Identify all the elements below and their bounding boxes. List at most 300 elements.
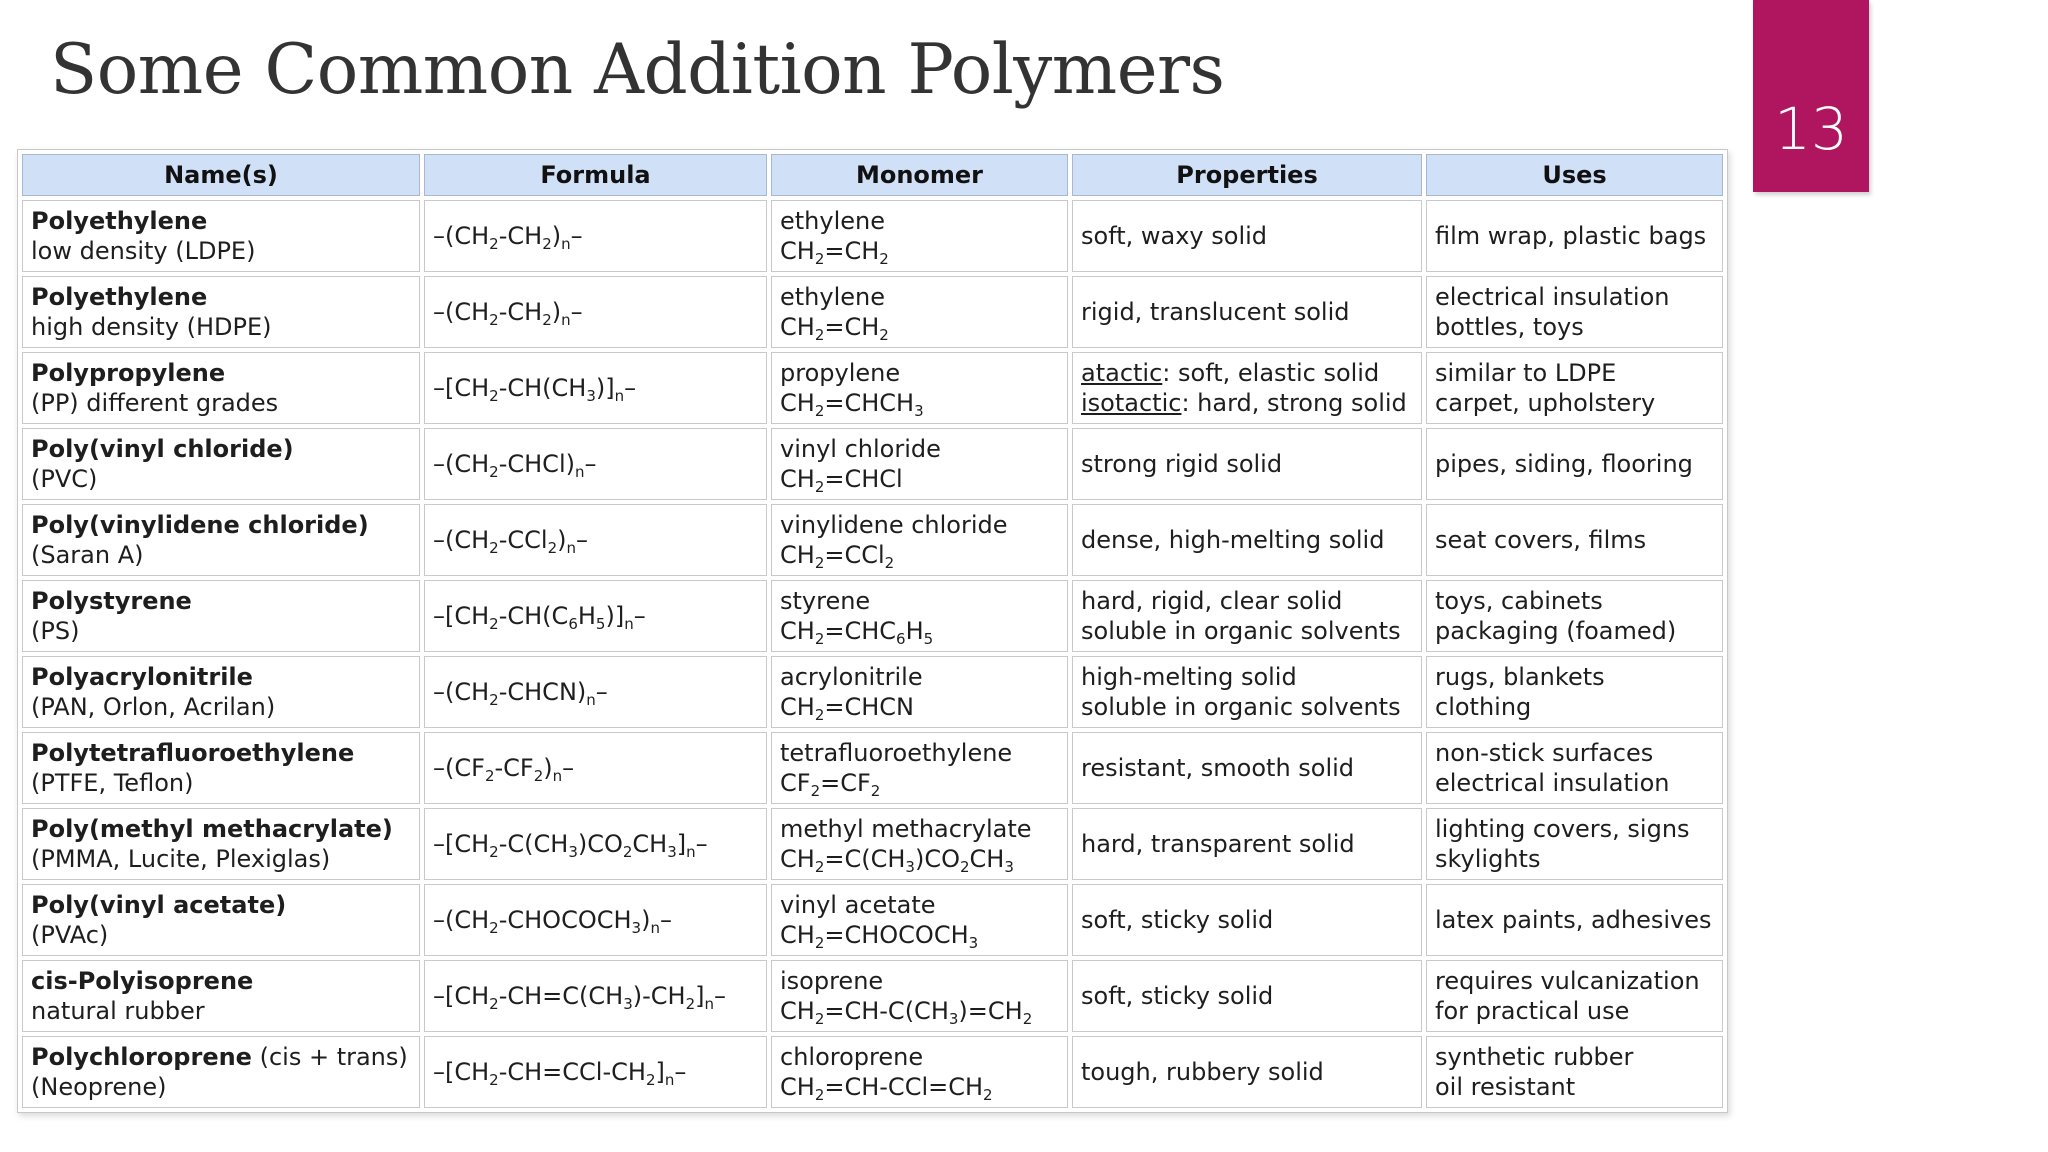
subscript: 2 — [685, 995, 696, 1013]
text-segment: – — [624, 374, 637, 402]
cell-line — [433, 373, 758, 403]
cell-line — [31, 206, 411, 236]
cell-line — [780, 996, 1059, 1026]
subscript: n — [574, 463, 585, 481]
text-segment: – — [570, 298, 583, 326]
cell-line — [433, 525, 758, 555]
cell-line — [780, 890, 1059, 920]
text-segment: carpet, upholstery — [1435, 389, 1656, 417]
text-segment: Polypropylene — [31, 359, 226, 387]
cell-name — [22, 656, 420, 728]
text-segment: –[CH — [433, 1058, 490, 1086]
text-segment: -CH(CH — [498, 374, 587, 402]
text-segment: –[CH — [433, 982, 490, 1010]
cell-line — [780, 358, 1059, 388]
subscript: n — [664, 1071, 675, 1089]
text-segment: vinylidene chloride — [780, 511, 1008, 539]
text-segment: (PVC) — [31, 465, 98, 493]
text-segment: tetrafluoroethylene — [780, 739, 1013, 767]
cell-line — [780, 814, 1059, 844]
subscript: 2 — [547, 539, 558, 557]
subscript: 2 — [489, 919, 499, 937]
subscript: 3 — [905, 858, 915, 876]
subscript: 2 — [814, 326, 825, 344]
text-segment: styrene — [780, 587, 871, 615]
table-row — [22, 808, 1723, 880]
cell-line — [1435, 966, 1714, 996]
cell-line — [1081, 297, 1413, 327]
cell-name — [22, 808, 420, 880]
cell-uses — [1426, 884, 1723, 956]
cell-line — [1435, 905, 1714, 935]
cell-line — [780, 464, 1059, 494]
cell-monomer — [771, 808, 1068, 880]
text-segment: =CHOCOCH — [824, 921, 969, 949]
text-segment: – — [659, 906, 672, 934]
subscript: 3 — [568, 843, 578, 861]
table-header-row — [22, 154, 1723, 196]
subscript: n — [586, 691, 596, 709]
cell-line — [31, 434, 411, 464]
subscript: n — [566, 539, 576, 557]
cell-line — [1081, 981, 1413, 1011]
text-segment: seat covers, films — [1435, 526, 1647, 554]
text-segment: –(CF — [433, 754, 485, 782]
text-segment: lighting covers, signs — [1435, 815, 1690, 843]
subscript: 2 — [879, 326, 889, 344]
text-segment: ) — [551, 298, 562, 326]
text-segment: -CH=C(CH — [498, 982, 624, 1010]
text-segment: CH — [780, 617, 815, 645]
text-segment: skylights — [1435, 845, 1541, 873]
text-segment: )CO — [577, 830, 623, 858]
cell-line — [31, 358, 411, 388]
subscript: 2 — [489, 463, 499, 481]
text-segment: Poly(vinyl acetate) — [31, 891, 287, 919]
cell-line — [780, 692, 1059, 722]
cell-line — [1081, 586, 1413, 616]
text-segment: – — [714, 982, 727, 1010]
text-segment: soft, waxy solid — [1081, 222, 1268, 250]
cell-line — [31, 616, 411, 646]
cell-monomer — [771, 428, 1068, 500]
text-segment: acrylonitrile — [780, 663, 923, 691]
text-segment: =CH — [824, 313, 880, 341]
text-segment: high density (HDPE) — [31, 313, 272, 341]
polymers-table-container — [17, 149, 1728, 1113]
subscript: 6 — [568, 615, 578, 633]
cell-uses — [1426, 732, 1723, 804]
text-segment: – — [674, 1058, 687, 1086]
subscript: 2 — [489, 1071, 499, 1089]
subscript: 2 — [489, 235, 499, 253]
cell-line — [780, 540, 1059, 570]
cell-line — [780, 1042, 1059, 1072]
cell-formula — [424, 276, 767, 348]
text-segment: -CH(C — [498, 602, 569, 630]
cell-properties — [1072, 276, 1422, 348]
cell-properties — [1072, 1036, 1422, 1108]
text-segment: ] — [695, 982, 705, 1010]
cell-properties — [1072, 428, 1422, 500]
text-segment: ethylene — [780, 283, 885, 311]
subscript: 2 — [814, 858, 825, 876]
text-segment: CH — [780, 921, 815, 949]
subscript: 2 — [622, 843, 633, 861]
column-header-properties: Properties — [1072, 154, 1422, 196]
cell-line — [1435, 814, 1714, 844]
text-segment: Poly(methyl methacrylate) — [31, 815, 393, 843]
table-row — [22, 1036, 1723, 1108]
subscript: 3 — [1004, 858, 1014, 876]
text-segment: rigid, translucent solid — [1081, 298, 1350, 326]
subscript: 2 — [814, 1010, 825, 1028]
cell-name — [22, 352, 420, 424]
table-row — [22, 960, 1723, 1032]
subscript: 2 — [879, 250, 889, 268]
text-segment: CF — [780, 769, 811, 797]
page-number: 13 — [1774, 95, 1848, 163]
text-segment: )=CH — [958, 997, 1023, 1025]
subscript: 2 — [489, 615, 499, 633]
text-segment: ] — [655, 1058, 665, 1086]
text-segment: – — [695, 830, 708, 858]
cell-line — [31, 890, 411, 920]
cell-line — [1081, 1057, 1413, 1087]
cell-line — [780, 1072, 1059, 1102]
text-segment: film wrap, plastic bags — [1435, 222, 1707, 250]
column-header-names: Name(s) — [22, 154, 420, 196]
cell-properties — [1072, 504, 1422, 576]
subscript: 3 — [667, 843, 677, 861]
subscript: 2 — [1022, 1010, 1033, 1028]
text-segment: =CF — [820, 769, 871, 797]
text-segment: =CHCN — [824, 693, 914, 721]
subscript: n — [614, 387, 625, 405]
subscript: 3 — [623, 995, 633, 1013]
cell-line — [1081, 388, 1413, 418]
cell-properties — [1072, 656, 1422, 728]
cell-line — [780, 236, 1059, 266]
cell-line — [1081, 449, 1413, 479]
cell-line — [780, 616, 1059, 646]
subscript: 2 — [814, 934, 825, 952]
cell-formula — [424, 960, 767, 1032]
text-segment: (PMMA, Lucite, Plexiglas) — [31, 845, 331, 873]
text-segment: rugs, blankets — [1435, 663, 1605, 691]
table-row — [22, 732, 1723, 804]
cell-name — [22, 428, 420, 500]
text-segment: -CH=CCl-CH — [498, 1058, 646, 1086]
cell-formula — [424, 808, 767, 880]
cell-monomer — [771, 504, 1068, 576]
text-segment: vinyl acetate — [780, 891, 936, 919]
text-segment: soft, sticky solid — [1081, 982, 1274, 1010]
column-header-monomer: Monomer — [771, 154, 1068, 196]
cell-uses — [1426, 1036, 1723, 1108]
text-segment: (Neoprene) — [31, 1073, 167, 1101]
subscript: n — [561, 235, 571, 253]
text-segment: latex paints, adhesives — [1435, 906, 1712, 934]
cell-formula — [424, 352, 767, 424]
cell-line — [780, 920, 1059, 950]
text-segment: Polyacrylonitrile — [31, 663, 253, 691]
cell-line — [780, 586, 1059, 616]
cell-line — [31, 312, 411, 342]
text-segment: Polyethylene — [31, 207, 208, 235]
cell-formula — [424, 428, 767, 500]
subscript: 2 — [489, 539, 499, 557]
cell-line — [780, 206, 1059, 236]
text-segment: chloroprene — [780, 1043, 924, 1071]
cell-line — [780, 388, 1059, 418]
cell-monomer — [771, 732, 1068, 804]
subscript: 3 — [631, 919, 642, 937]
cell-line — [1435, 844, 1714, 874]
subscript: 2 — [870, 782, 881, 800]
text-segment: low density (LDPE) — [31, 237, 256, 265]
cell-line — [31, 388, 411, 418]
text-segment: hard, rigid, clear solid — [1081, 587, 1343, 615]
table-row — [22, 276, 1723, 348]
text-segment: CH — [780, 541, 815, 569]
cell-line — [31, 586, 411, 616]
cell-line — [31, 920, 411, 950]
text-segment: )-CH — [632, 982, 686, 1010]
subscript: 2 — [884, 554, 895, 572]
cell-line — [780, 844, 1059, 874]
table-row — [22, 352, 1723, 424]
text-segment: –(CH — [433, 298, 490, 326]
text-segment: –[CH — [433, 830, 490, 858]
cell-line — [433, 981, 758, 1011]
table-row — [22, 428, 1723, 500]
text-segment: electrical insulation — [1435, 769, 1670, 797]
text-segment: – — [633, 602, 646, 630]
cell-line — [31, 738, 411, 768]
cell-line — [1081, 829, 1413, 859]
cell-line — [1081, 662, 1413, 692]
cell-line — [31, 1042, 411, 1072]
cell-line — [1081, 525, 1413, 555]
cell-properties — [1072, 808, 1422, 880]
cell-line — [1435, 738, 1714, 768]
cell-line — [1435, 1072, 1714, 1102]
cell-name — [22, 200, 420, 272]
text-segment: soluble in organic solvents — [1081, 693, 1401, 721]
text-segment: ) — [551, 222, 562, 250]
text-segment: (PTFE, Teflon) — [31, 769, 194, 797]
text-segment: bottles, toys — [1435, 313, 1584, 341]
cell-line — [780, 966, 1059, 996]
text-segment: ethylene — [780, 207, 885, 235]
text-segment: non-stick surfaces — [1435, 739, 1654, 767]
text-segment: )] — [595, 374, 615, 402]
text-segment: =CHC — [824, 617, 897, 645]
cell-line — [433, 1057, 758, 1087]
text-segment: =CH — [824, 237, 880, 265]
text-segment: – — [562, 754, 575, 782]
cell-line — [31, 540, 411, 570]
cell-line — [1081, 358, 1413, 388]
cell-line — [31, 662, 411, 692]
text-segment: CH — [780, 237, 815, 265]
text-segment: ] — [676, 830, 687, 858]
cell-formula — [424, 656, 767, 728]
text-segment: CH — [780, 465, 815, 493]
cell-line — [31, 282, 411, 312]
table-row — [22, 580, 1723, 652]
cell-line — [433, 221, 758, 251]
text-segment: packaging (foamed) — [1435, 617, 1677, 645]
cell-line — [1435, 692, 1714, 722]
cell-monomer — [771, 276, 1068, 348]
cell-uses — [1426, 960, 1723, 1032]
cell-name — [22, 276, 420, 348]
text-segment: resistant, smooth solid — [1081, 754, 1355, 782]
text-segment: soluble in organic solvents — [1081, 617, 1401, 645]
text-segment: -C(CH — [498, 830, 569, 858]
subscript: n — [561, 311, 571, 329]
cell-line — [1435, 616, 1714, 646]
text-segment: (PS) — [31, 617, 80, 645]
text-segment: CH — [780, 1073, 815, 1101]
text-segment: =CCl — [824, 541, 885, 569]
cell-formula — [424, 580, 767, 652]
subscript: n — [650, 919, 660, 937]
subscript: 2 — [814, 1086, 825, 1104]
text-segment: clothing — [1435, 693, 1532, 721]
cell-monomer — [771, 656, 1068, 728]
cell-line — [433, 677, 758, 707]
text-segment: –(CH — [433, 222, 490, 250]
text-segment: )] — [605, 602, 625, 630]
subscript: 2 — [489, 995, 499, 1013]
cell-formula — [424, 504, 767, 576]
table-row — [22, 656, 1723, 728]
subscript: 2 — [983, 1086, 993, 1104]
text-segment: CH — [780, 997, 815, 1025]
cell-line — [433, 905, 758, 935]
text-segment: isotactic — [1081, 389, 1182, 417]
text-segment: (PP) different grades — [31, 389, 279, 417]
subscript: 2 — [533, 767, 544, 785]
cell-properties — [1072, 960, 1422, 1032]
cell-line — [1435, 996, 1714, 1026]
text-segment: ) — [543, 754, 553, 782]
cell-uses — [1426, 580, 1723, 652]
text-segment: –(CH — [433, 450, 490, 478]
text-segment: CH — [780, 845, 815, 873]
subscript: n — [552, 767, 563, 785]
text-segment: =CH-C(CH — [824, 997, 949, 1025]
text-segment: requires vulcanization — [1435, 967, 1700, 995]
cell-uses — [1426, 276, 1723, 348]
text-segment: –(CH — [433, 678, 490, 706]
cell-properties — [1072, 580, 1422, 652]
subscript: 2 — [959, 858, 970, 876]
cell-monomer — [771, 200, 1068, 272]
text-segment: – — [584, 450, 597, 478]
subscript: 2 — [489, 311, 499, 329]
cell-formula — [424, 732, 767, 804]
cell-name — [22, 504, 420, 576]
text-segment: -CCl — [498, 526, 548, 554]
subscript: n — [624, 615, 634, 633]
cell-line — [1435, 449, 1714, 479]
text-segment: )CO — [914, 845, 960, 873]
cell-line — [1435, 312, 1714, 342]
text-segment: electrical insulation — [1435, 283, 1670, 311]
cell-line — [31, 996, 411, 1026]
table-row — [22, 504, 1723, 576]
subscript: 2 — [484, 767, 495, 785]
cell-monomer — [771, 580, 1068, 652]
cell-name — [22, 580, 420, 652]
text-segment: (PAN, Orlon, Acrilan) — [31, 693, 276, 721]
subscript: 2 — [814, 402, 825, 420]
cell-formula — [424, 1036, 767, 1108]
text-segment: hard, transparent solid — [1081, 830, 1355, 858]
text-segment: –[CH — [433, 602, 490, 630]
cell-line — [780, 510, 1059, 540]
cell-properties — [1072, 732, 1422, 804]
cell-properties — [1072, 884, 1422, 956]
text-segment: CH — [780, 389, 815, 417]
cell-line — [780, 434, 1059, 464]
cell-line — [31, 510, 411, 540]
table-row — [22, 884, 1723, 956]
cell-line — [433, 297, 758, 327]
cell-name — [22, 1036, 420, 1108]
subscript: 3 — [914, 402, 924, 420]
subscript: 5 — [595, 615, 606, 633]
cell-line — [31, 768, 411, 798]
text-segment: propylene — [780, 359, 901, 387]
text-segment: Poly(vinylidene chloride) — [31, 511, 369, 539]
cell-uses — [1426, 352, 1723, 424]
cell-properties — [1072, 352, 1422, 424]
text-segment: – — [570, 222, 583, 250]
column-header-formula: Formula — [424, 154, 767, 196]
text-segment: – — [595, 678, 608, 706]
subscript: 2 — [542, 311, 552, 329]
table-row — [22, 200, 1723, 272]
subscript: 2 — [489, 387, 499, 405]
text-segment: tough, rubbery solid — [1081, 1058, 1324, 1086]
column-header-uses: Uses — [1426, 154, 1723, 196]
cell-line — [1081, 616, 1413, 646]
text-segment: Polyethylene — [31, 283, 208, 311]
text-segment: ) — [557, 526, 567, 554]
text-segment: -CHOCOCH — [498, 906, 632, 934]
text-segment: methyl methacrylate — [780, 815, 1032, 843]
text-segment: CH — [780, 313, 815, 341]
cell-line — [1081, 753, 1413, 783]
subscript: 3 — [948, 1010, 959, 1028]
subscript: 2 — [810, 782, 821, 800]
text-segment: =CHCH — [824, 389, 915, 417]
cell-formula — [424, 884, 767, 956]
text-segment: =C(CH — [824, 845, 906, 873]
subscript: n — [704, 995, 715, 1013]
text-segment: for practical use — [1435, 997, 1630, 1025]
text-segment: oil resistant — [1435, 1073, 1576, 1101]
cell-uses — [1426, 200, 1723, 272]
text-segment: cis-Polyisoprene — [31, 967, 254, 995]
cell-line — [1435, 525, 1714, 555]
text-segment: (cis + trans) — [251, 1043, 408, 1071]
